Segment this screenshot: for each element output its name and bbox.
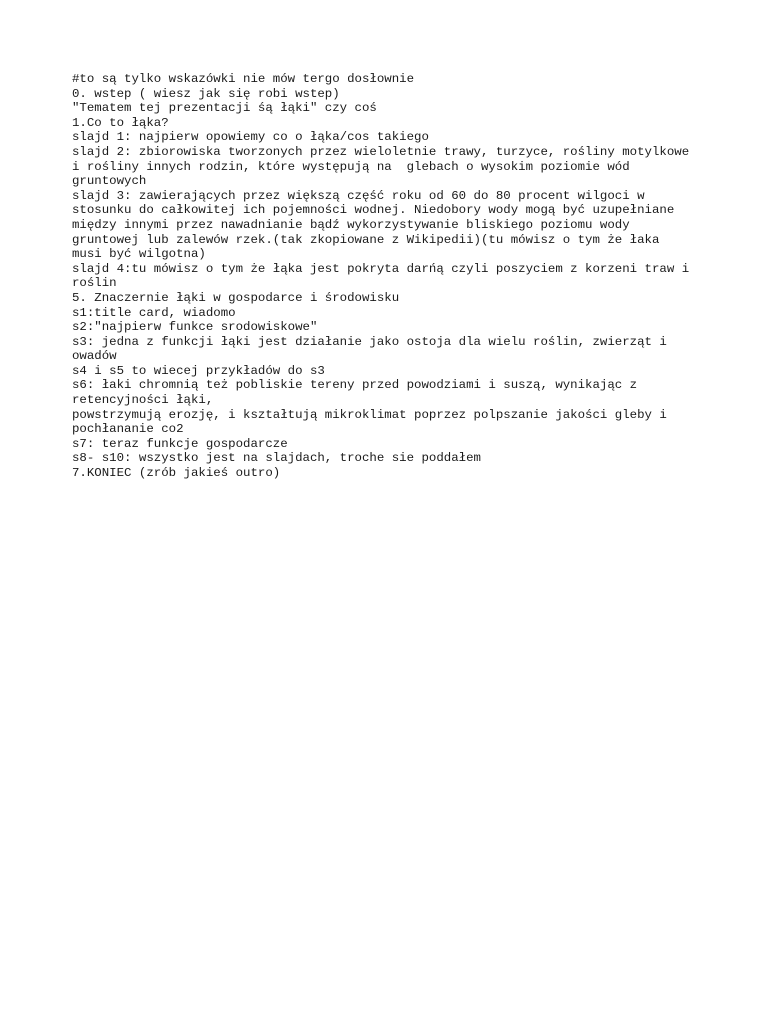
text-line: #to są tylko wskazówki nie mów tergo dosłownie — [72, 72, 415, 86]
text-line: 7.KONIEC (zrób jakieś outro) — [72, 466, 281, 481]
text-line: s8- s10: wszystko jest na slajdach, troche sie poddałem — [72, 451, 481, 466]
text-line: i rośliny innych rodzin, które występują na glebach o wysokim poziomie wód — [72, 159, 630, 174]
text-line: slajd 1: najpierw opowiemy co o łąka/cos takiego — [72, 130, 429, 145]
text-line: s2:"najpierw funkce srodowiskowe" — [72, 320, 318, 335]
text-line: między innymi przez nawadnianie bądź wykorzystywanie bliskiego poziomu wody — [72, 217, 630, 232]
text-line: 1.Co to łąka? — [72, 115, 169, 130]
text-line: s1:title card, wiadomo — [72, 305, 236, 320]
text-line: s7: teraz funkcje gospodarcze — [72, 436, 288, 451]
text-line: gruntowej lub zalewów rzek.(tak zkopiowane z Wikipedii)(tu mówisz o tym że łaka — [72, 232, 660, 247]
text-line: gruntowych — [72, 174, 147, 189]
text-line: s6: łaki chromnią też pobliskie tereny przed powodziami i suszą, wynikając z — [72, 378, 638, 393]
text-line: roślin — [72, 276, 117, 291]
text-line: s4 i s5 to wiecej przykładów do s3 — [72, 363, 325, 378]
text-line: owadów — [72, 349, 117, 364]
text-line: stosunku do całkowitej ich pojemności wodnej. Niedobory wody mogą być uzupełniane — [72, 203, 675, 218]
text-line: powstrzymują erozję, i kształtują mikroklimat poprzez polpszanie jakości gleby i — [72, 407, 667, 422]
text-line: 5. Znaczernie łąki w gospodarce i środowisku — [72, 290, 400, 305]
text-line: "Tematem tej prezentacji śą łąki" czy coś — [72, 101, 377, 116]
text-line: retencyjności łąki, — [72, 393, 214, 408]
text-line: slajd 3: zawierających przez większą część roku od 60 do 80 procent wilgoci w — [72, 188, 645, 203]
document-text — [72, 72, 700, 481]
text-line: musi być wilgotna) — [72, 247, 206, 262]
text-line: pochłananie co2 — [72, 422, 184, 437]
text-line: slajd 2: zbiorowiska tworzonych przez wieloletnie trawy, turzyce, rośliny motylkowe — [72, 144, 690, 159]
text-line: slajd 4:tu mówisz o tym że łąka jest pokryta darńą czyli poszyciem z korzeni traw i — [72, 261, 690, 276]
text-line: s3: jedna z funkcji łąki jest działanie jako ostoja dla wielu roślin, zwierząt i — [72, 334, 667, 349]
text-line: 0. wstep ( wiesz jak się robi wstep) — [72, 86, 340, 101]
